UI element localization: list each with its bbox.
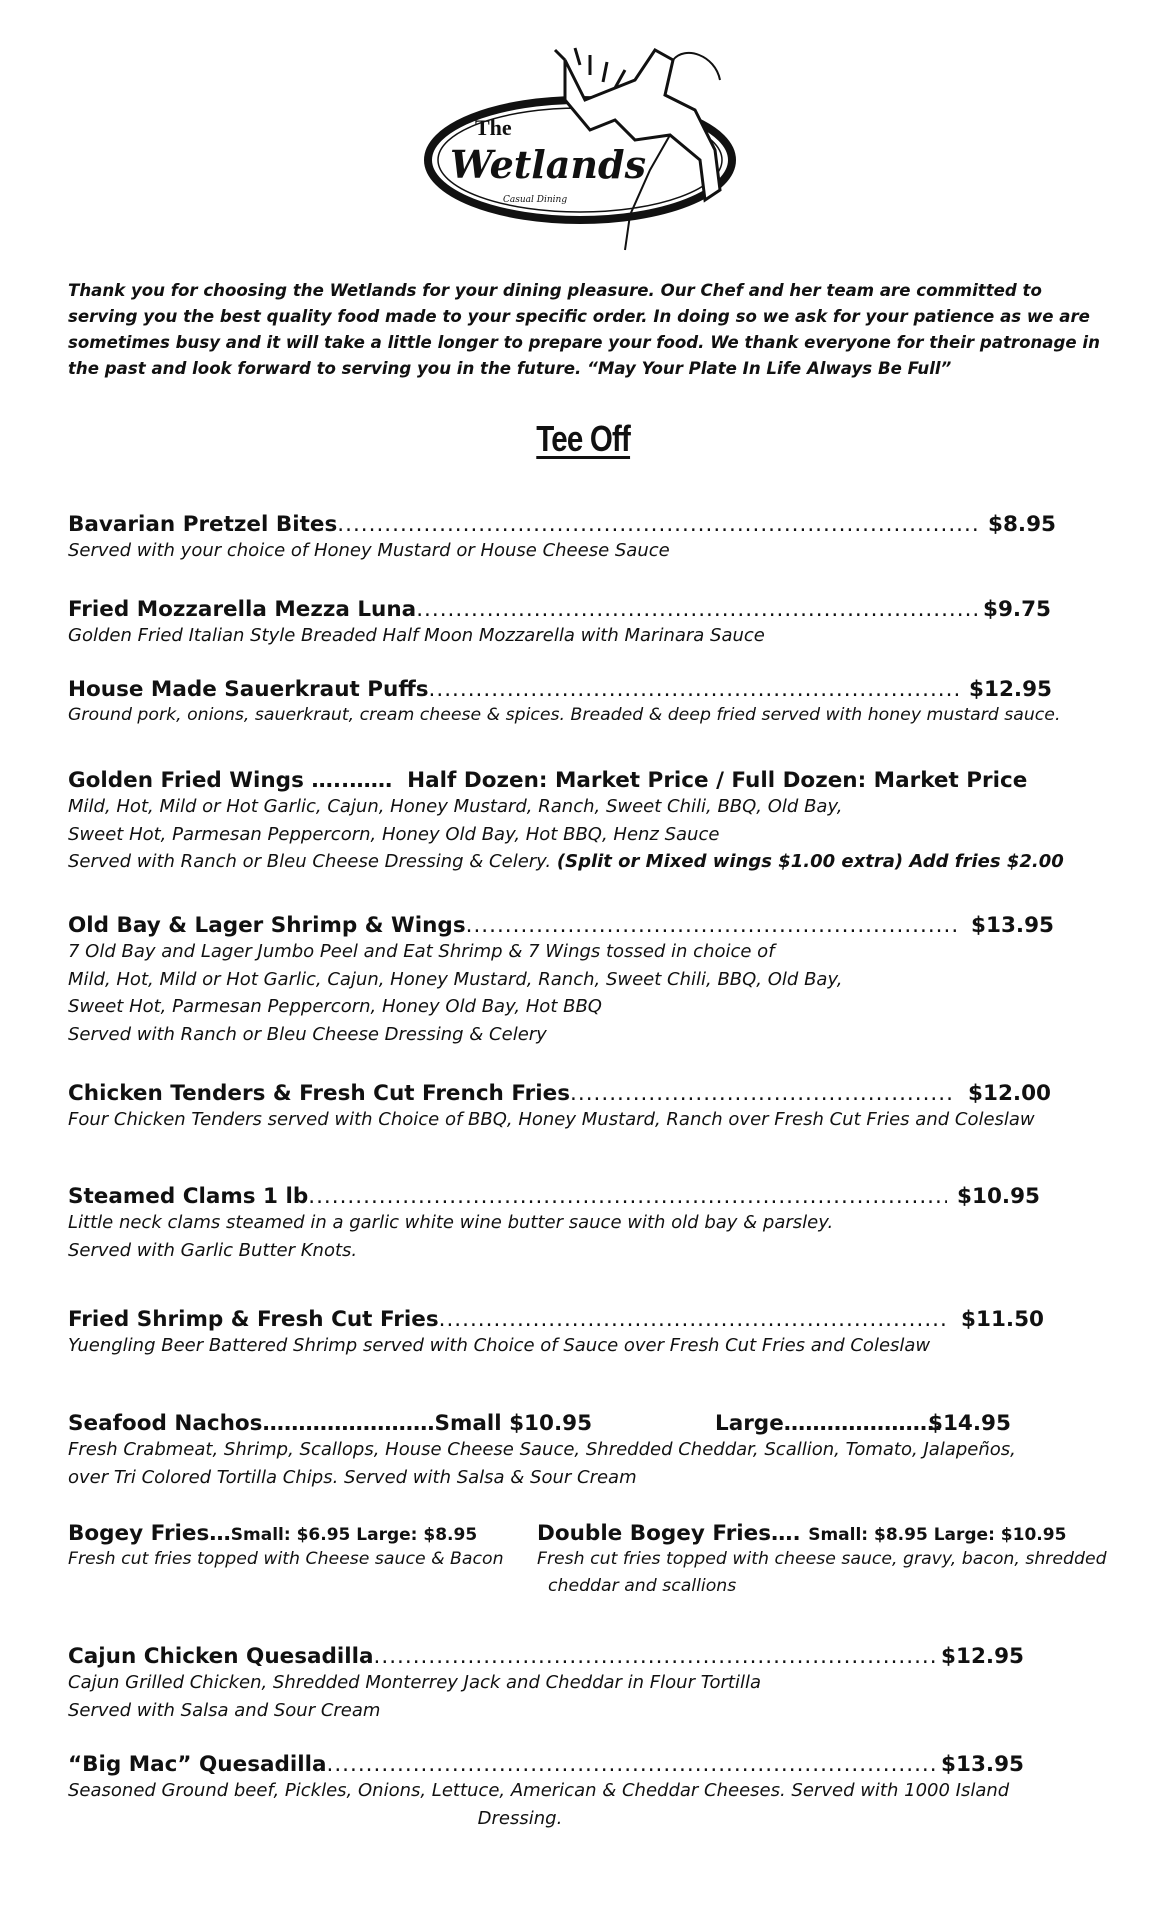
- menu-item-fried-shrimp: Fried Shrimp & Fresh Cut Fries ..... $11.50 Yuengling Beer Battered Shrimp served with Choice of Sauce over Fresh Cut Fries and Coleslaw: [68, 1307, 1044, 1360]
- wetlands-logo: [415, 40, 760, 255]
- item-description: Fresh Crabmeat, Shrimp, Scallops, House Cheese Sauce, Shredded Cheddar, Scallion, Tomato, Jalapeños,: [68, 1439, 1016, 1460]
- item-price: Half Dozen: Market Price / Full Dozen: Market Price: [392, 768, 1028, 793]
- heron-logo-icon: [415, 40, 760, 255]
- item-description: Cajun Grilled Chicken, Shredded Monterrey Jack and Cheddar in Flour Tortilla: [68, 1672, 761, 1693]
- item-price: Small: $8.95 Large: $10.95: [808, 1525, 1067, 1545]
- item-description: Served with your choice of Honey Mustard or House Cheese Sauce: [68, 540, 670, 561]
- item-price: $8.95: [987, 512, 1056, 537]
- item-description: Golden Fried Italian Style Breaded Half Moon Mozzarella with Marinara Sauce: [68, 625, 765, 646]
- intro-text: Thank you for choosing the Wetlands for your dining pleasure. Our Chef and her team are committed to serving you the best quality food made to your specific order. In doing so we ask for your patience as we are sometimes busy and it will take a little longer to prepare your food. We thank everyone for their patronage in the past and look forward to serving you in the future. “May Your Plate In Life Always Be Full”: [68, 281, 1100, 378]
- logo-the: The: [475, 115, 512, 140]
- item-price: $12.95: [969, 677, 1052, 702]
- item-description: Served with Ranch or Bleu Cheese Dressing & Celery: [68, 1023, 547, 1045]
- item-description: Four Chicken Tenders served with Choice of BBQ, Honey Mustard, Ranch over Fresh Cut Fries and Coleslaw: [68, 1109, 1035, 1130]
- item-price: $10.95: [957, 1184, 1040, 1209]
- item-price: Small: $6.95 Large: $8.95: [230, 1525, 478, 1545]
- menu-item-shrimp-wings: Old Bay & Lager Shrimp & Wings ..... $13.95 7 Old Bay and Lager Jumbo Peel and Eat Shrimp & 7 Wings tossed in choice of Mild, Hot, Mild or Hot Garlic, Cajun, Honey Mustard, Ranch, Sweet Chili, BBQ, Old Bay, Sweet Hot, Parmesan Peppercorn, Honey Old Bay, Hot BBQ Served with Ranch or Bleu Cheese Dressing & Celery: [68, 913, 1054, 1048]
- section-title: Tee Off: [536, 418, 630, 459]
- item-description: Sweet Hot, Parmesan Peppercorn, Honey Old Bay, Hot BBQ: [68, 996, 602, 1017]
- menu-item-pretzel: Bavarian Pretzel Bites ..... $8.95 Served with your choice of Honey Mustard or House Cheese Sauce: [68, 512, 1056, 565]
- item-price: $12.95: [941, 1644, 1024, 1669]
- item-description: Ground pork, onions, sauerkraut, cream cheese & spices. Breaded & deep fried served with honey mustard sauce.: [68, 705, 1061, 725]
- item-description: Served with Garlic Butter Knots.: [68, 1239, 358, 1261]
- item-description: Seasoned Ground beef, Pickles, Onions, Lettuce, American & Cheddar Cheeses. Served with 1000 Island: [68, 1780, 1010, 1801]
- logo-name: Wetlands: [450, 142, 646, 187]
- nachos-large-label: Large………………….: [715, 1411, 943, 1436]
- menu-item-nachos: Seafood Nachos…………………… Small $10.95 Large…………………. $14.95 Fresh Crabmeat, Shrimp, Scallops, House Cheese Sauce, Shredded Cheddar, Scallion, Tomato, Jalapeños, over Tri Colored Tortilla Chips. Served with Salsa & Sour Cream: [68, 1411, 1108, 1491]
- menu-item-wings: Golden Fried Wings …..…… Half Dozen: Market Price / Full Dozen: Market Price Mild, Hot, Mild or Hot Garlic, Cajun, Honey Mustard, Ranch, Sweet Chili, BBQ, Old Bay, Sweet Hot, Parmesan Peppercorn, Honey Old Bay, Hot BBQ, Henz Sauce Served with Ranch or Bleu Cheese Dressing & Celery. (Split or Mixed wings $1.00 extra) Add fries $2.00: [68, 768, 1108, 876]
- nachos-large-price: $14.95: [928, 1411, 1011, 1436]
- item-description: Fresh cut fries topped with Cheese sauce & Bacon: [68, 1549, 504, 1569]
- menu-item-clams: Steamed Clams 1 lb ..... $10.95 Little neck clams steamed in a garlic white wine butter sauce with old bay & parsley. Served with Garlic Butter Knots.: [68, 1184, 1040, 1264]
- menu-item-double-bogey-fries: Double Bogey Fries…. Small: $8.95 Large: $10.95 Fresh cut fries topped with cheese sauce, gravy, bacon, shredded cheddar and scallions: [537, 1521, 1107, 1600]
- menu-item-mozzarella: Fried Mozzarella Mezza Luna ..... $9.75 Golden Fried Italian Style Breaded Half Moon Mozzarella with Marinara Sauce: [68, 597, 1051, 650]
- item-description: Served with Salsa and Sour Cream: [68, 1699, 381, 1721]
- menu-item-cajun-quesadilla: Cajun Chicken Quesadilla ..... $12.95 Cajun Grilled Chicken, Shredded Monterrey Jack and Cheddar in Flour Tortilla Served with Salsa and Sour Cream: [68, 1644, 1024, 1724]
- menu-item-sauerkraut: House Made Sauerkraut Puffs ..... $12.95 Ground pork, onions, sauerkraut, cream cheese & spices. Breaded & deep fried served with honey mustard sauce.: [68, 677, 1052, 730]
- item-description: Mild, Hot, Mild or Hot Garlic, Cajun, Honey Mustard, Ranch, Sweet Chili, BBQ, Old Bay,: [68, 796, 843, 817]
- item-description: Fresh cut fries topped with cheese sauce, gravy, bacon, shredded: [537, 1549, 1107, 1569]
- item-description: cheddar and scallions: [537, 1576, 737, 1596]
- nachos-small-price: Small $10.95: [434, 1411, 593, 1436]
- item-description: Yuengling Beer Battered Shrimp served with Choice of Sauce over Fresh Cut Fries and Coleslaw: [68, 1335, 931, 1356]
- item-price: $12.00: [968, 1081, 1051, 1106]
- logo-tagline: Casual Dining: [503, 195, 568, 205]
- item-price: $11.50: [961, 1307, 1044, 1332]
- menu-item-bogey-fries: Bogey Fries… Small: $6.95 Large: $8.95 Fresh cut fries topped with Cheese sauce & Bacon: [68, 1521, 504, 1573]
- item-description: Sweet Hot, Parmesan Peppercorn, Honey Old Bay, Hot BBQ, Henz Sauce: [68, 823, 720, 845]
- item-price: $13.95: [971, 913, 1054, 938]
- item-description: Little neck clams steamed in a garlic white wine butter sauce with old bay & parsley.: [68, 1212, 834, 1233]
- menu-item-bigmac-quesadilla: “Big Mac” Quesadilla ..... $13.95 Seasoned Ground beef, Pickles, Onions, Lettuce, American & Cheddar Cheeses. Served with 1000 Island Dressing.: [68, 1752, 1024, 1832]
- item-description: Mild, Hot, Mild or Hot Garlic, Cajun, Honey Mustard, Ranch, Sweet Chili, BBQ, Old Bay,: [68, 968, 843, 990]
- item-description: Served with Ranch or Bleu Cheese Dressing & Celery. (Split or Mixed wings $1.00 extra) Add fries $2.00: [68, 851, 1064, 872]
- menu-item-tenders: Chicken Tenders & Fresh Cut French Fries ..... $12.00 Four Chicken Tenders served with Choice of BBQ, Honey Mustard, Ranch over Fresh Cut Fries and Coleslaw: [68, 1081, 1051, 1134]
- item-description: 7 Old Bay and Lager Jumbo Peel and Eat Shrimp & 7 Wings tossed in choice of: [68, 941, 775, 962]
- item-price: $9.75: [982, 597, 1051, 622]
- wings-extra-note: (Split or Mixed wings $1.00 extra) Add fries $2.00: [556, 851, 1064, 872]
- item-description: over Tri Colored Tortilla Chips. Served with Salsa & Sour Cream: [68, 1466, 637, 1488]
- item-price: $13.95: [941, 1752, 1024, 1777]
- item-description: Dressing.: [477, 1807, 563, 1829]
